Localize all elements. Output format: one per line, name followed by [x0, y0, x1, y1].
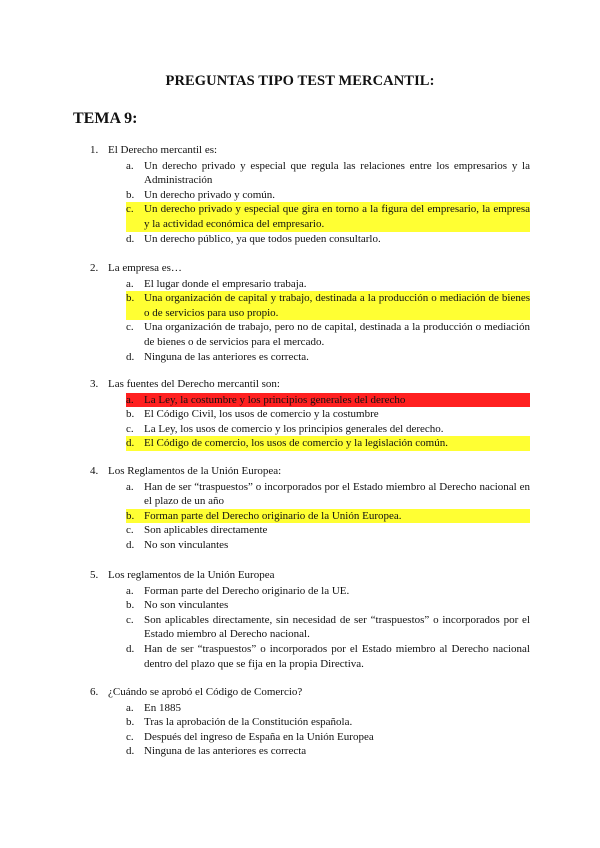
option-text: Un derecho público, ya que todos pueden consultarlo.: [144, 232, 381, 245]
answer-option: [126, 159, 530, 188]
question-number: 2.: [90, 262, 99, 274]
option-text: Tras la aprobación de la Constitución española.: [144, 716, 353, 729]
question-block: [90, 143, 530, 246]
option-letter: b.: [126, 599, 135, 612]
answer-option: [126, 715, 530, 730]
answer-option: [126, 480, 530, 509]
answer-option: [126, 291, 530, 320]
question-number: 5.: [90, 569, 99, 581]
option-text: Un derecho privado y especial que regula las relaciones entre los empresarios y la Administración: [144, 159, 530, 187]
question-header: [90, 143, 530, 158]
option-list: [126, 159, 530, 247]
answer-option: [126, 598, 530, 613]
answer-option: [126, 407, 530, 422]
answer-option: [126, 277, 530, 292]
option-letter: d.: [126, 745, 135, 758]
option-text: Una organización de trabajo, pero no de capital, destinada a la producción o mediación de bienes o de servicios para el mercado.: [144, 321, 530, 348]
option-text: La Ley, la costumbre y los principios generales del derecho: [144, 393, 406, 406]
answer-option: [126, 523, 530, 538]
question-number: 4.: [90, 465, 99, 477]
answer-option: [126, 730, 530, 745]
option-letter: d.: [126, 642, 135, 655]
question-block: [90, 568, 530, 671]
option-list: [126, 480, 530, 553]
option-letter: c.: [126, 730, 134, 743]
answer-option: [126, 538, 530, 553]
option-text: El Código Civil, los usos de comercio y la costumbre: [144, 408, 379, 421]
option-text: En 1885: [144, 701, 181, 714]
question-block: [90, 261, 530, 364]
option-text: Un derecho privado y especial que gira en torno a la figura del empresario, la empresa y la actividad económica del empresario.: [144, 203, 530, 230]
option-text: Forman parte del Derecho originario de la UE.: [144, 584, 350, 597]
question-header: [90, 568, 530, 583]
option-letter: b.: [126, 716, 135, 729]
question-text: ¿Cuándo se aprobó el Código de Comercio?: [108, 686, 303, 698]
question-header: [90, 261, 530, 276]
option-text: No son vinculantes: [144, 599, 229, 612]
question-block: [90, 377, 530, 451]
answer-option: [126, 232, 530, 247]
answer-option: [126, 320, 530, 349]
question-number: 3.: [90, 378, 99, 390]
option-letter: c.: [126, 321, 134, 334]
page-title: PREGUNTAS TIPO TEST MERCANTIL:: [165, 73, 435, 89]
option-text: Son aplicables directamente: [144, 524, 268, 537]
answer-option: [126, 613, 530, 642]
option-text: Forman parte del Derecho originario de la Unión Europea.: [144, 509, 402, 522]
answer-option: [126, 393, 530, 408]
answer-option: [126, 202, 530, 231]
question-block: [90, 685, 530, 759]
question-block: [90, 464, 530, 553]
option-letter: c.: [126, 203, 134, 216]
question-text: Los reglamentos de la Unión Europea: [108, 569, 275, 581]
option-letter: d.: [126, 350, 135, 363]
question-number: 6.: [90, 686, 99, 698]
option-text: No son vinculantes: [144, 538, 229, 551]
option-letter: a.: [126, 701, 134, 714]
option-list: [126, 393, 530, 451]
option-text: Después del ingreso de España en la Unión Europea: [144, 730, 374, 743]
option-letter: b.: [126, 408, 135, 421]
answer-option: [126, 584, 530, 599]
option-letter: d.: [126, 437, 135, 450]
option-list: [126, 701, 530, 759]
answer-option: [126, 744, 530, 759]
option-letter: d.: [126, 538, 135, 551]
option-text: Han de ser “traspuestos” o incorporados por el Estado miembro al Derecho nacional dentro del plazo que se fija en la propia Directiva.: [144, 642, 530, 670]
answer-option: [126, 642, 530, 671]
option-text: Han de ser “traspuestos” o incorporados por el Estado miembro al Derecho nacional en el plazo de un año: [144, 480, 530, 508]
option-letter: b.: [126, 188, 135, 201]
option-text: El Código de comercio, los usos de comercio y la legislación común.: [144, 437, 448, 450]
answer-option: [126, 509, 530, 524]
section-heading: TEMA 9:: [73, 110, 138, 127]
option-letter: b.: [126, 292, 135, 305]
question-text: Los Reglamentos de la Unión Europea:: [108, 465, 282, 477]
option-letter: a.: [126, 277, 134, 290]
answer-option: [126, 188, 530, 203]
option-text: Una organización de capital y trabajo, destinada a la producción o mediación de bienes o de servicios para uso propio.: [144, 292, 530, 319]
option-letter: c.: [126, 524, 134, 537]
option-list: [126, 277, 530, 365]
option-letter: a.: [126, 159, 134, 172]
question-header: [90, 685, 530, 700]
option-letter: c.: [126, 613, 134, 626]
answer-option: [126, 436, 530, 451]
option-letter: c.: [126, 422, 134, 435]
answer-option: [126, 701, 530, 716]
question-header: [90, 377, 530, 392]
option-letter: a.: [126, 393, 134, 406]
answer-option: [126, 350, 530, 365]
option-text: Un derecho privado y común.: [144, 188, 276, 201]
question-text: Las fuentes del Derecho mercantil son:: [108, 378, 280, 390]
option-list: [126, 584, 530, 672]
option-letter: b.: [126, 509, 135, 522]
option-text: Son aplicables directamente, sin necesidad de ser “traspuestos” o incorporados por el Estado miembro al Derecho nacional.: [144, 613, 530, 641]
question-number: 1.: [90, 144, 99, 156]
question-text: La empresa es…: [108, 262, 182, 274]
option-text: El lugar donde el empresario trabaja.: [144, 277, 307, 290]
option-text: Ninguna de las anteriores es correcta: [144, 745, 307, 758]
option-text: La Ley, los usos de comercio y los principios generales del derecho.: [144, 422, 444, 435]
option-text: Ninguna de las anteriores es correcta.: [144, 350, 309, 363]
question-text: El Derecho mercantil es:: [108, 144, 218, 156]
option-letter: d.: [126, 232, 135, 245]
option-letter: a.: [126, 584, 134, 597]
option-letter: a.: [126, 480, 134, 493]
answer-option: [126, 422, 530, 437]
question-header: [90, 464, 530, 479]
